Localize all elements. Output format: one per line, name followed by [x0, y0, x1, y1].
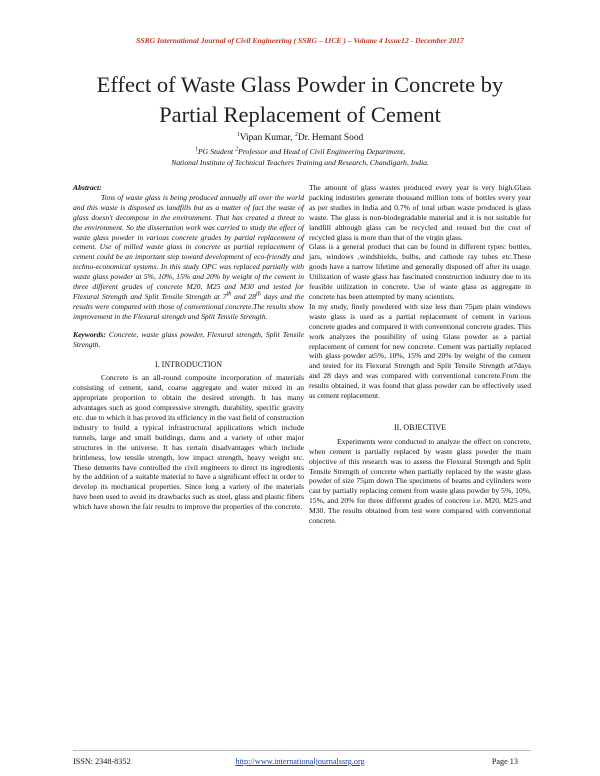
intro-paragraph: Concrete is an all-round composite incorporation of materials consisting of cement, sand, coarse aggregate and water mixed in an appropriate proportion to obtain the desired strength. It has many advantages such as good compressive strength, durability, specific gravity etc. due to which it has proved its efficiency in the vast field of construction industry to build a typical infrastructural applications which include tunnels, large and small buildings, dams and a variety of other major structures in the universe. It has certain disadvantages which include brittleness, low tensile strength, low impact strength, heavy weight etc. These demerits have controlled the civil engineers to direct its ingredients by the addition of a suitable material to have a significant effect in order to develop its mechanical properties. Since long a variety of the materials have been used to avoid its drawbacks such as steel, glass and plastic fibers which have shown the fair results to improve the properties of the concrete. [73, 373, 304, 512]
footer-url-link[interactable]: http://www.internationaljournalssrg.org [235, 757, 365, 766]
abstract-mid: and 28 [231, 291, 257, 301]
right-column [309, 183, 531, 526]
affiliation-line-1 [0, 147, 600, 156]
author-2: Dr. Hemant Sood [297, 133, 364, 143]
affil-text-1a: PG Student [197, 147, 236, 156]
left-column [73, 183, 304, 512]
affil-sup-2: 2 [235, 146, 239, 153]
abstract-end: days and the results were compared with those of conventional concrete.The results show improvement in the Flexural strength and Split Tensile Strength. [73, 291, 304, 321]
keywords-text: Concrete, waste glass powder, Flexural strength, Split Tensile Strength. [73, 329, 304, 349]
affil-text-1b: Professor and Head of Civil Engineering Department, [238, 147, 406, 156]
right-paragraph-2: Glass is a general product that can be found in different types: bottles, jars, windows ,windshields, bulbs, and cathode ray tubes etc.These goods have a narrow lifetime and generally disposed off after its usage. Utilization of waste glass has fascinated construction industry due to its feasible utilization in concrete. Use of waste glass as aggregate in concrete has been attempted by many scientists. [309, 242, 531, 301]
right-paragraph-3: In my study, finely powdered with size less than 75µm plain windows waste glass is used as a partial replacement of cement in various concrete grades and compared it with conventional concrete grades. This work analyzes the possibility of using Glass powder as a partial replacement of cement for new concrete. Cement was partially replaced with glass powder at5%, 10%, 15% and 20% by weight of the cement and tested for its Flexural Strength and Split Tensile Strength at7days and 28 days and was compared with conventional concrete.From the results obtained, it was found that glass powder can be effectively used as cement replacement. [309, 301, 531, 401]
footer-page-number: Page 13 [491, 757, 518, 766]
abstract-sup-1: th [226, 291, 232, 298]
abstract-sup-2: th [256, 291, 261, 298]
authors [0, 133, 600, 143]
objective-paragraph: Experiments were conducted to analyze the effect on concrete, when cement is partially replaced by waste glass powder the main objective of this research was to assess the Flexural Strength and Split Tensile Strength of concrete when partially replaced by the waste glass powder of size 75µm down The specimens of beams and cylinders were cast by partially replacing cement from waste glass powder by 5%, 10%, 15%, and 20% for three different grades of concrete i.e. M20, M25 and M30. The results obtained from test were compared with conventional concrete. [309, 436, 531, 526]
keywords [73, 330, 304, 350]
abstract-text: Tons of waste glass is being produced annually all over the world and this waste is disposed as landfills but as a matter of fact the waste of glass doesn't decompose in the environment. That has created a threat to the environment. So the dissertation work was carried to study the effect of waste glass powder in various concrete grades by partial replacement of cement. Use of milled waste glass in concrete as partial replacement of cement could be an important step toward development of eco-friendly and techno-economical systems. In this study OPC was replaced partially with waste glass powder at 5%, 10%, 15% and 20% by weight of the cement in three different grades of concrete M20, M25 and M30 and tested for Flexural Strength and Split Tensile Strength at 7 [73, 192, 304, 301]
paper-title [40, 70, 560, 130]
affil-sup-1: 1 [194, 146, 198, 153]
abstract [73, 183, 304, 322]
footer-issn: ISSN: 2348-8352 [73, 757, 131, 766]
footer-rule [73, 750, 531, 751]
keywords-label: Keywords: [73, 329, 106, 339]
affiliation-line-2: National Institute of Technical Teachers Training and Research, Chandigarh, India. [171, 158, 429, 167]
abstract-label: Abstract: [73, 183, 102, 192]
author2-sup: 2 [294, 131, 298, 138]
right-paragraph-1: The amount of glass wastes produced every year is very high.Glass packing industries generate thousand million tons of bottles every year as per studies in India and 0.7% of total urban waste produced is glass waste. The glass is non-biodegradable material and it is not suitable for landfill although glass can be recycled and reused but the cost of recycled glass is more than that of the virgin glass. [309, 183, 531, 242]
title-line-2: Partial Replacement of Cement [159, 102, 441, 127]
intro-heading: I. INTRODUCTION [154, 359, 223, 369]
author1-sup: 1 [236, 131, 240, 138]
title-line-1: Effect of Waste Glass Powder in Concrete by [96, 72, 504, 97]
author-1: Vipan Kumar, [239, 133, 295, 143]
objective-heading: II. OBJECTIVE [394, 422, 446, 432]
journal-header: SSRG International Journal of Civil Engineering ( SSRG – IJCE ) – Volume 4 Issue12 - December 2017 [136, 36, 464, 45]
